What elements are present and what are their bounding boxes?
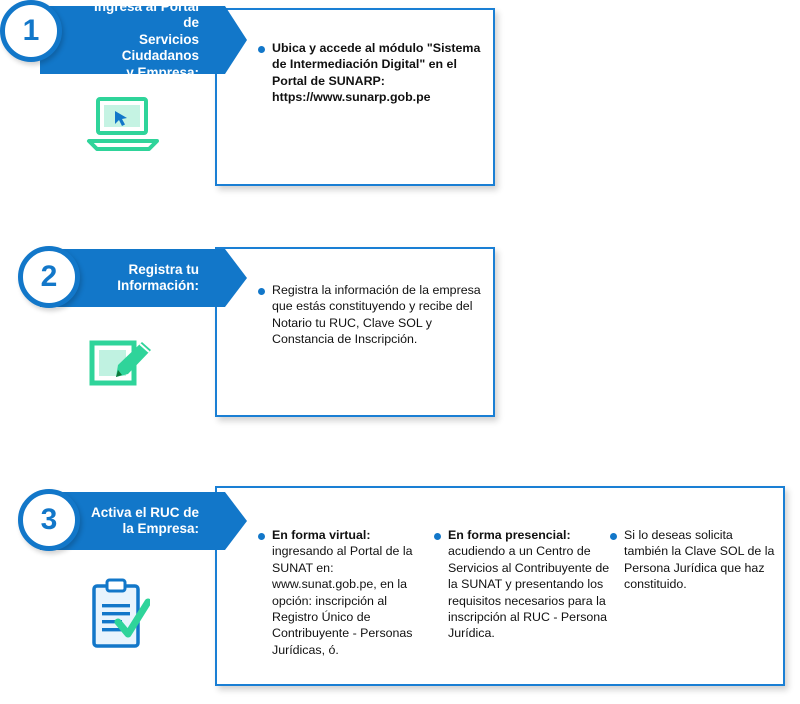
step-1-banner-line-3: y Empresa: <box>126 64 199 80</box>
step-2-banner-line-2: Información: <box>117 278 199 293</box>
step-3-banner-line-1: Activa el RUC de <box>90 504 199 520</box>
bullet-dot-icon <box>258 533 265 540</box>
step-3-bullets <box>258 527 778 658</box>
step-3-banner-line-2: la Empresa: <box>122 521 199 536</box>
step-1-number-circle <box>0 0 62 62</box>
laptop-icon <box>85 95 161 164</box>
bullet-dot-icon <box>258 46 265 53</box>
clipboard-check-icon <box>88 578 150 659</box>
step-2-bullet-1 <box>258 282 486 348</box>
edit-document-icon <box>88 337 158 400</box>
bullet-dot-icon <box>610 533 617 540</box>
step-1-banner <box>40 0 225 80</box>
step-3-banner-arrow <box>225 492 247 550</box>
step-1-banner-line-2: Servicios Ciudadanos <box>121 31 199 64</box>
step-3-bullet-1-text: ingresando al Portal de la SUNAT en: www.sunat.gob.pe, en la opción: inscripción al Registro Único de Contribuyente - Personas Jurídicas, ó. <box>272 544 413 657</box>
step-1-number: 1 <box>22 14 40 47</box>
step-3-bullet-1-lead: En forma virtual: <box>272 528 371 542</box>
step-3-bullet-1 <box>258 527 434 658</box>
step-3-number-circle <box>18 489 80 551</box>
step-1-bullet-1-text: Ubica y accede al módulo "Sistema de Intermediación Digital" en el Portal de SUNARP: https://www.sunarp.gob.pe <box>272 41 481 105</box>
step-2-bullets <box>258 282 486 348</box>
step-2-number-circle <box>18 246 80 308</box>
step-1-banner-arrow <box>225 6 247 74</box>
step-3-bullet-3 <box>610 527 778 658</box>
bullet-dot-icon <box>258 288 265 295</box>
step-2-number: 2 <box>40 260 58 293</box>
bullet-dot-icon <box>434 533 441 540</box>
step-2-bullet-1-text: Registra la información de la empresa que estás constituyendo y recibe del Notario tu RUC, Clave SOL y Constancia de Inscripción. <box>272 283 481 347</box>
step-2-banner-arrow <box>225 249 247 307</box>
step-3-number: 3 <box>40 503 58 536</box>
step-3-bullet-2-lead: En forma presencial: <box>448 528 571 542</box>
step-1-bullet-1 <box>258 40 486 106</box>
step-2-banner-line-1: Registra tu <box>128 261 199 277</box>
step-3-bullet-2 <box>434 527 610 658</box>
step-1-banner-line-1: Ingresa al Portal de <box>93 0 199 31</box>
step-3-bullet-2-text: acudiendo a un Centro de Servicios al Contribuyente de la SUNAT y presentando los requisitos necesarios para la inscripción al RUC - Persona Jurídica. <box>448 544 610 641</box>
step-3-bullet-3-text: Si lo deseas solicita también la Clave SOL de la Persona Jurídica que haz constituido. <box>624 528 775 592</box>
step-1-bullets <box>258 40 486 106</box>
